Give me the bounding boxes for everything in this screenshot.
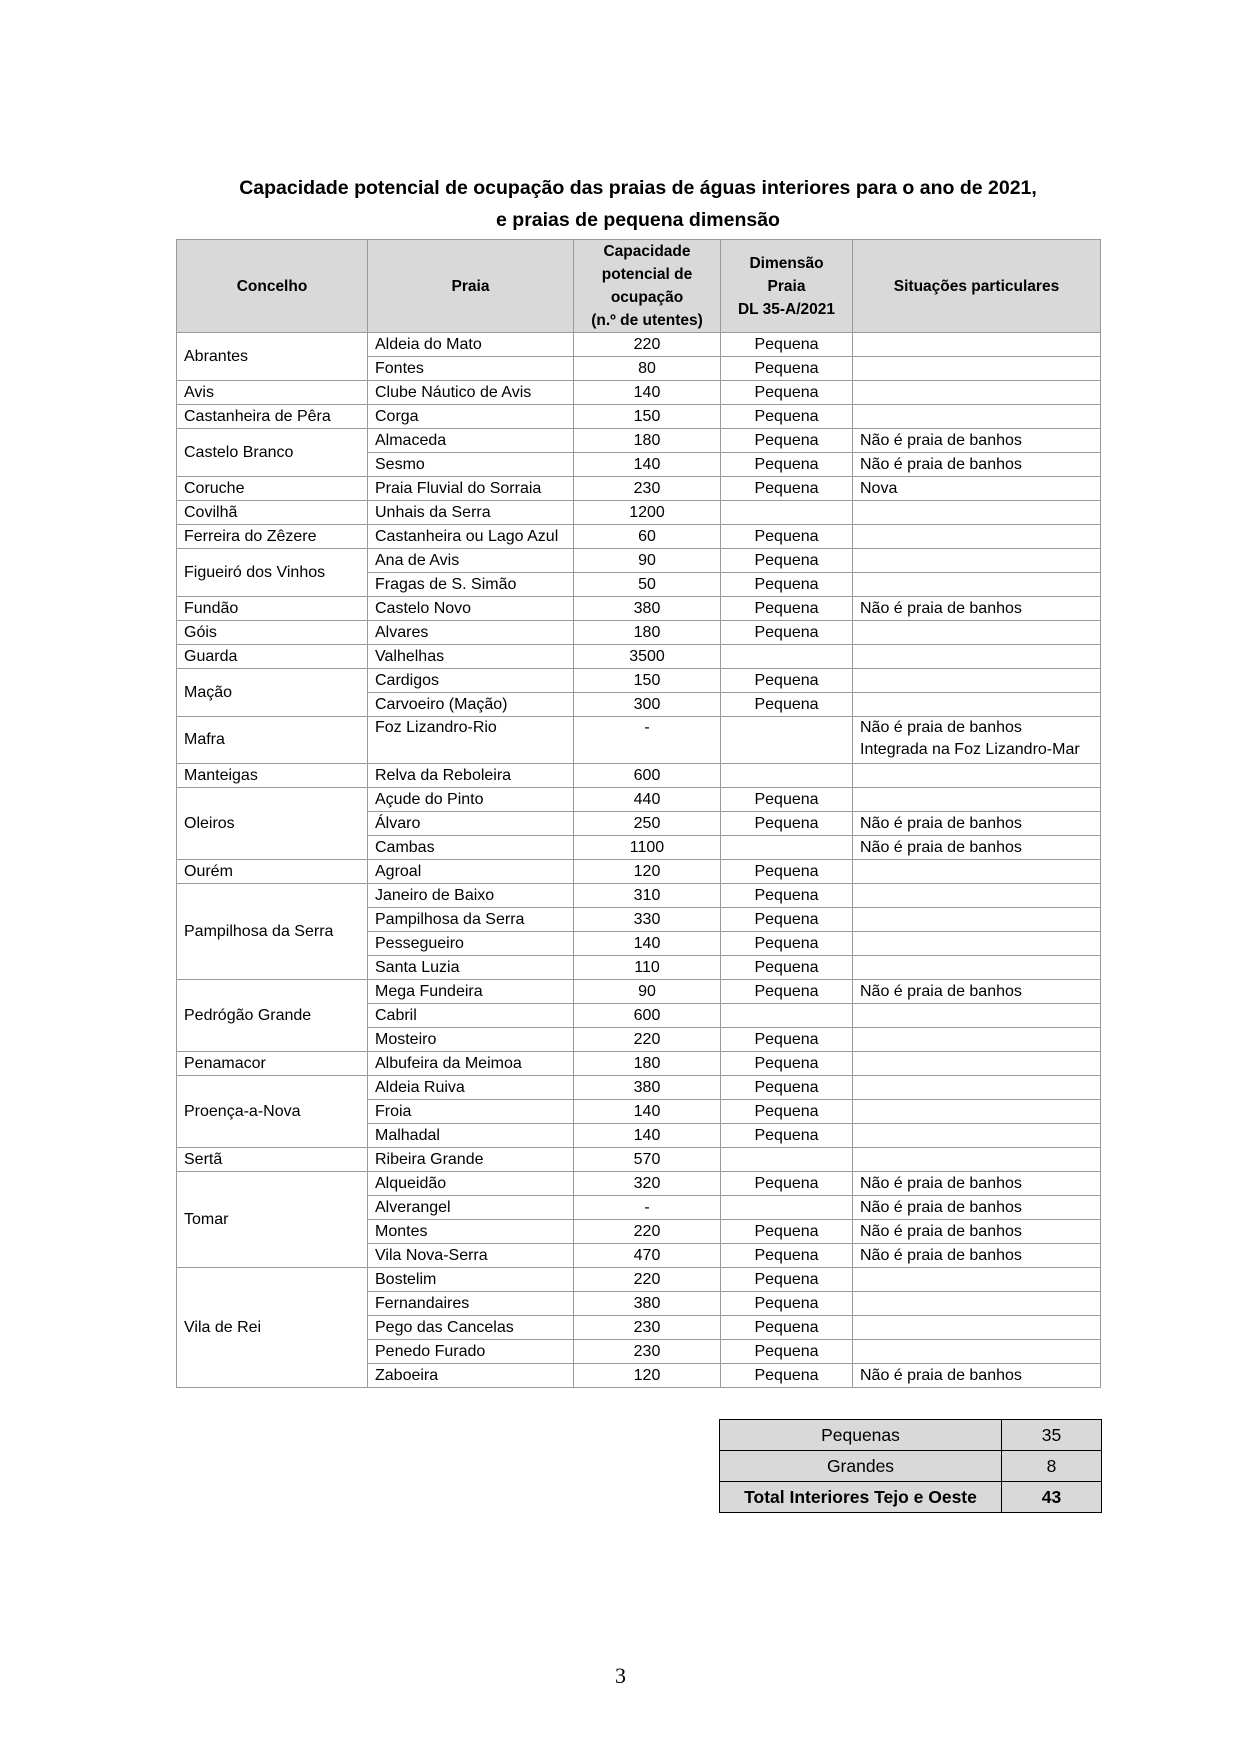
cell-praia: Pego das Cancelas [368,1316,574,1340]
cell-capacidade: 570 [574,1148,721,1172]
cell-capacidade: 600 [574,1004,721,1028]
cell-capacidade: 380 [574,1292,721,1316]
cell-capacidade: 150 [574,405,721,429]
cell-situacoes: Não é praia de banhos [853,980,1101,1004]
cell-concelho: Mafra [177,717,368,764]
cell-situacoes: Nova [853,477,1101,501]
header-row [177,240,1101,333]
cell-dimensao: Pequena [721,956,853,980]
cell-praia: Alverangel [368,1196,574,1220]
cell-situacoes [853,1004,1101,1028]
cell-dimensao: Pequena [721,812,853,836]
cell-concelho: Ferreira do Zêzere [177,525,368,549]
cell-situacoes [853,717,1101,764]
cell-dimensao [721,717,853,764]
cell-dimensao: Pequena [721,381,853,405]
cell-situacoes [853,764,1101,788]
cell-concelho: Castelo Branco [177,429,368,477]
cell-capacidade: 600 [574,764,721,788]
table-row [177,501,1101,525]
table-row [177,333,1101,357]
cell-capacidade: 110 [574,956,721,980]
cell-concelho: Pedrógão Grande [177,980,368,1052]
cell-capacidade: 140 [574,1100,721,1124]
cell-situacoes: Não é praia de banhos [853,836,1101,860]
cell-capacidade: 230 [574,477,721,501]
cell-situacoes [853,956,1101,980]
cell-dimensao: Pequena [721,908,853,932]
cell-concelho: Fundão [177,597,368,621]
cell-dimensao [721,1196,853,1220]
cell-praia: Pessegueiro [368,932,574,956]
table-row [177,429,1101,453]
cell-praia: Pampilhosa da Serra [368,908,574,932]
cell-capacidade: 250 [574,812,721,836]
cell-praia: Mega Fundeira [368,980,574,1004]
cell-situacoes [853,1028,1101,1052]
cell-concelho: Mação [177,669,368,717]
cell-praia: Carvoeiro (Mação) [368,693,574,717]
header-situacoes: Situações particulares [853,240,1101,333]
cell-capacidade: 1200 [574,501,721,525]
cell-praia: Santa Luzia [368,956,574,980]
cell-dimensao: Pequena [721,1028,853,1052]
cell-concelho: Coruche [177,477,368,501]
cell-concelho: Manteigas [177,764,368,788]
cell-praia: Fernandaires [368,1292,574,1316]
cell-praia: Cambas [368,836,574,860]
cell-dimensao: Pequena [721,405,853,429]
cell-dimensao: Pequena [721,1316,853,1340]
cell-praia: Almaceda [368,429,574,453]
cell-praia: Montes [368,1220,574,1244]
cell-capacidade: 60 [574,525,721,549]
cell-capacidade: 470 [574,1244,721,1268]
cell-concelho: Oleiros [177,788,368,860]
cell-praia: Clube Náutico de Avis [368,381,574,405]
cell-dimensao: Pequena [721,1340,853,1364]
cell-dimensao: Pequena [721,621,853,645]
cell-praia: Aldeia Ruiva [368,1076,574,1100]
cell-situacoes [853,405,1101,429]
cell-situacoes [853,333,1101,357]
cell-situacoes [853,525,1101,549]
cell-situacoes [853,884,1101,908]
table-row [177,645,1101,669]
table-row [177,549,1101,573]
summary-row-grandes [720,1451,1102,1482]
header-capacidade: Capacidade potencial de ocupação (n.º de utentes) [574,240,721,333]
cell-capacidade: 3500 [574,645,721,669]
cell-dimensao [721,1148,853,1172]
cell-situacoes [853,549,1101,573]
cell-situacoes [853,1340,1101,1364]
cell-dimensao: Pequena [721,884,853,908]
cell-praia: Zaboeira [368,1364,574,1388]
cell-situacoes [853,573,1101,597]
page-title [176,172,1100,236]
cell-capacidade: 380 [574,597,721,621]
cell-praia: Bostelim [368,1268,574,1292]
cell-situacoes: Não é praia de banhos [853,453,1101,477]
cell-capacidade: 440 [574,788,721,812]
cell-praia: Aldeia do Mato [368,333,574,357]
cell-praia: Sesmo [368,453,574,477]
beaches-table [176,239,1101,1388]
page-number: 3 [615,1663,626,1688]
summary-value: 35 [1002,1420,1102,1451]
cell-situacoes: Não é praia de banhos [853,597,1101,621]
situacao-line: Não é praia de banhos [860,719,1022,736]
cell-concelho: Sertã [177,1148,368,1172]
cell-dimensao: Pequena [721,429,853,453]
cell-situacoes: Não é praia de banhos [853,812,1101,836]
cell-situacoes [853,1292,1101,1316]
cell-capacidade: 330 [574,908,721,932]
cell-praia: Froia [368,1100,574,1124]
cell-concelho: Avis [177,381,368,405]
cell-praia: Fragas de S. Simão [368,573,574,597]
cell-praia: Vila Nova-Serra [368,1244,574,1268]
cell-capacidade: 230 [574,1316,721,1340]
table-row [177,525,1101,549]
cell-situacoes: Não é praia de banhos [853,1364,1101,1388]
cell-praia: Álvaro [368,812,574,836]
cell-dimensao: Pequena [721,477,853,501]
cell-dimensao: Pequena [721,1124,853,1148]
header-praia: Praia [368,240,574,333]
cell-situacoes [853,669,1101,693]
cell-capacidade: 220 [574,1268,721,1292]
table-row [177,717,1101,764]
cell-dimensao: Pequena [721,1268,853,1292]
cell-concelho: Proença-a-Nova [177,1076,368,1148]
cell-dimensao: Pequena [721,1364,853,1388]
cell-dimensao: Pequena [721,357,853,381]
table-row [177,477,1101,501]
cell-concelho: Guarda [177,645,368,669]
table-row [177,669,1101,693]
cell-capacidade: - [574,717,721,764]
cell-situacoes [853,357,1101,381]
cell-capacidade: 220 [574,1028,721,1052]
cell-praia: Açude do Pinto [368,788,574,812]
cell-praia: Foz Lizandro-Rio [368,717,574,764]
cell-praia: Albufeira da Meimoa [368,1052,574,1076]
cell-concelho: Góis [177,621,368,645]
cell-capacidade: 140 [574,381,721,405]
cell-situacoes [853,381,1101,405]
cell-capacidade: 80 [574,357,721,381]
cell-praia: Unhais da Serra [368,501,574,525]
cell-dimensao [721,836,853,860]
cell-praia: Alqueidão [368,1172,574,1196]
cell-praia: Alvares [368,621,574,645]
cell-dimensao: Pequena [721,597,853,621]
cell-capacidade: - [574,1196,721,1220]
cell-situacoes [853,1100,1101,1124]
cell-capacidade: 180 [574,621,721,645]
cell-capacidade: 90 [574,980,721,1004]
cell-capacidade: 120 [574,860,721,884]
cell-capacidade: 90 [574,549,721,573]
cell-concelho: Ourém [177,860,368,884]
cell-capacidade: 140 [574,453,721,477]
cell-praia: Janeiro de Baixo [368,884,574,908]
cell-dimensao: Pequena [721,1052,853,1076]
cell-praia: Relva da Reboleira [368,764,574,788]
cell-situacoes [853,621,1101,645]
cell-situacoes: Não é praia de banhos [853,1172,1101,1196]
cell-dimensao: Pequena [721,549,853,573]
cell-dimensao: Pequena [721,669,853,693]
cell-situacoes: Não é praia de banhos [853,1244,1101,1268]
summary-table [719,1419,1102,1513]
cell-praia: Cabril [368,1004,574,1028]
table-row [177,788,1101,812]
cell-praia: Castanheira ou Lago Azul [368,525,574,549]
cell-dimensao: Pequena [721,1220,853,1244]
cell-dimensao: Pequena [721,1076,853,1100]
cell-situacoes: Não é praia de banhos [853,429,1101,453]
cell-situacoes [853,1124,1101,1148]
cell-capacidade: 140 [574,932,721,956]
table-row [177,764,1101,788]
cell-praia: Ribeira Grande [368,1148,574,1172]
summary-label: Pequenas [720,1420,1002,1451]
cell-dimensao: Pequena [721,573,853,597]
cell-dimensao [721,501,853,525]
cell-dimensao: Pequena [721,860,853,884]
cell-situacoes [853,860,1101,884]
cell-praia: Fontes [368,357,574,381]
cell-praia: Corga [368,405,574,429]
summary-row-pequenas [720,1420,1102,1451]
cell-situacoes: Não é praia de banhos [853,1196,1101,1220]
cell-praia: Penedo Furado [368,1340,574,1364]
cell-dimensao: Pequena [721,1292,853,1316]
cell-dimensao: Pequena [721,693,853,717]
cell-dimensao: Pequena [721,788,853,812]
summary-label: Grandes [720,1451,1002,1482]
cell-capacidade: 310 [574,884,721,908]
title-line-2: e praias de pequena dimensão [496,209,780,231]
table-row [177,1172,1101,1196]
cell-concelho: Pampilhosa da Serra [177,884,368,980]
summary-label: Total Interiores Tejo e Oeste [720,1482,1002,1513]
table-row [177,405,1101,429]
cell-concelho: Castanheira de Pêra [177,405,368,429]
cell-dimensao: Pequena [721,980,853,1004]
cell-capacidade: 150 [574,669,721,693]
cell-concelho: Vila de Rei [177,1268,368,1388]
table-row [177,381,1101,405]
cell-capacidade: 180 [574,429,721,453]
cell-situacoes [853,1148,1101,1172]
cell-dimensao [721,1004,853,1028]
table-row [177,597,1101,621]
cell-situacoes [853,1268,1101,1292]
situacao-line: Integrada na Foz Lizandro-Mar [860,741,1080,758]
cell-situacoes [853,788,1101,812]
table-row [177,621,1101,645]
table-row [177,1076,1101,1100]
cell-situacoes [853,645,1101,669]
header-concelho: Concelho [177,240,368,333]
cell-situacoes [853,1076,1101,1100]
table-row [177,1052,1101,1076]
cell-capacidade: 220 [574,1220,721,1244]
summary-row-total [720,1482,1102,1513]
cell-capacidade: 300 [574,693,721,717]
cell-situacoes [853,908,1101,932]
cell-capacidade: 220 [574,333,721,357]
cell-concelho: Figueiró dos Vinhos [177,549,368,597]
table-row [177,1148,1101,1172]
cell-capacidade: 380 [574,1076,721,1100]
cell-praia: Mosteiro [368,1028,574,1052]
cell-praia: Cardigos [368,669,574,693]
cell-praia: Praia Fluvial do Sorraia [368,477,574,501]
cell-dimensao [721,645,853,669]
cell-dimensao: Pequena [721,1100,853,1124]
cell-capacidade: 180 [574,1052,721,1076]
cell-concelho: Abrantes [177,333,368,381]
table-row [177,980,1101,1004]
cell-concelho: Tomar [177,1172,368,1268]
table-row [177,1268,1101,1292]
table-row [177,884,1101,908]
cell-dimensao: Pequena [721,453,853,477]
table-body [177,333,1101,1388]
cell-capacidade: 320 [574,1172,721,1196]
cell-situacoes [853,501,1101,525]
cell-situacoes [853,932,1101,956]
cell-situacoes [853,1316,1101,1340]
table-row [177,860,1101,884]
summary-value: 8 [1002,1451,1102,1482]
cell-praia: Agroal [368,860,574,884]
cell-dimensao: Pequena [721,932,853,956]
cell-situacoes: Não é praia de banhos [853,1220,1101,1244]
cell-praia: Ana de Avis [368,549,574,573]
cell-capacidade: 120 [574,1364,721,1388]
cell-dimensao [721,764,853,788]
cell-dimensao: Pequena [721,333,853,357]
cell-dimensao: Pequena [721,1172,853,1196]
cell-praia: Castelo Novo [368,597,574,621]
title-line-1: Capacidade potencial de ocupação das praias de águas interiores para o ano de 2021, [239,177,1037,199]
cell-dimensao: Pequena [721,525,853,549]
cell-praia: Malhadal [368,1124,574,1148]
cell-situacoes [853,693,1101,717]
summary-value: 43 [1002,1482,1102,1513]
cell-praia: Valhelhas [368,645,574,669]
cell-dimensao: Pequena [721,1244,853,1268]
cell-capacidade: 140 [574,1124,721,1148]
cell-situacoes [853,1052,1101,1076]
cell-capacidade: 1100 [574,836,721,860]
cell-capacidade: 230 [574,1340,721,1364]
header-dimensao: Dimensão Praia DL 35-A/2021 [721,240,853,333]
cell-capacidade: 50 [574,573,721,597]
cell-concelho: Penamacor [177,1052,368,1076]
cell-concelho: Covilhã [177,501,368,525]
